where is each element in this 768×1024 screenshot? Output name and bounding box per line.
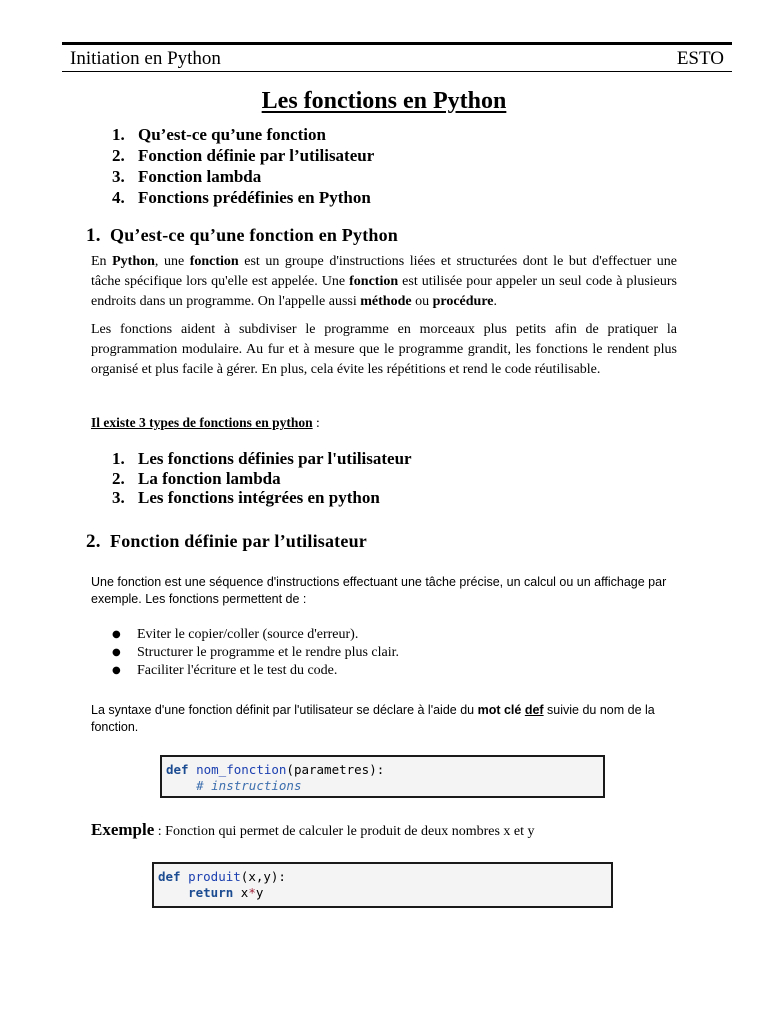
list-label: Structurer le programme et le rendre plus clair. (137, 645, 400, 660)
bullet-icon: ● (112, 665, 121, 676)
text-run-bold: procédure (432, 294, 494, 309)
section-2-paragraph-1: Une fonction est une séquence d'instructions effectuant une tâche précise, un calcul ou un affichage par exemple. Les fonctions permettent de : (91, 575, 667, 606)
section-1-paragraph-1 (91, 252, 677, 312)
text-run-bold: méthode (360, 294, 412, 309)
list-item (112, 488, 412, 508)
section-1-heading (86, 225, 398, 247)
toc-label: Qu’est-ce qu’une fonction (138, 125, 326, 144)
example-label: Exemple (91, 820, 155, 839)
text-run-bold: fonction (189, 254, 239, 269)
text-run: est utilisée pour appeler un seul code à plusieurs endroits dans un programme. On l'appelle aussi (91, 274, 677, 309)
toc-item (112, 145, 374, 166)
list-item (112, 449, 412, 469)
toc-number: 2. (112, 146, 125, 165)
text-run: . (493, 294, 497, 309)
code-keyword: def (158, 869, 181, 884)
list-item (112, 469, 412, 489)
text-run: est un groupe d'instructions liées et structurées dont le but d'effectuer une tâche spécifique lors qu'elle est appelée. Une (91, 254, 678, 289)
toc-number: 1. (112, 125, 125, 144)
code-variable: x (240, 885, 249, 900)
page-header (62, 42, 732, 72)
text-run: ou (411, 294, 433, 309)
section-number: 2. (86, 531, 101, 552)
syntax-paragraph (91, 702, 681, 736)
toc-item (112, 166, 374, 187)
section-number: 1. (86, 225, 101, 246)
toc-label: Fonction définie par l’utilisateur (138, 146, 375, 165)
list-number: 1. (112, 449, 125, 468)
text-run: , une (154, 254, 190, 269)
list-item (112, 644, 399, 662)
header-course-title: Initiation en Python (70, 48, 221, 69)
document-title-text: Les fonctions en Python (261, 88, 507, 114)
types-intro (91, 415, 320, 431)
document-title (0, 88, 768, 115)
code-block-example (152, 862, 613, 908)
example-text: : Fonction qui permet de calculer le produit de deux nombres x et y (154, 824, 535, 839)
types-intro-suffix: : (312, 415, 320, 430)
list-item (112, 626, 399, 644)
bullet-icon: ● (112, 647, 121, 658)
toc-number: 3. (112, 167, 125, 186)
toc-label: Fonctions prédéfinies en Python (138, 188, 371, 207)
section-1-paragraph-2: Les fonctions aident à subdiviser le programme en morceaux plus petits afin de pratiquer la programmation modulaire. Au fur et à mesure que le programme grandit, les fonctions le rendent plus organisé et plus facile à gérer. En plus, cela évite les répétitions et rend le code réutilisable. (91, 322, 677, 377)
text-run-bold: mot clé (477, 703, 525, 717)
example-caption (91, 820, 535, 840)
text-run: En (91, 254, 113, 269)
list-label: Eviter le copier/coller (source d'erreur). (137, 627, 359, 642)
text-run: La syntaxe d'une fonction définit par l'utilisateur se déclare à l'aide du (91, 703, 478, 717)
list-item (112, 662, 399, 680)
toc-label: Fonction lambda (138, 167, 262, 186)
keyword-def: def (524, 703, 544, 717)
code-comment: # instructions (196, 778, 302, 793)
section-heading-text: Qu’est-ce qu’une fonction en Python (110, 225, 399, 245)
code-keyword: def (166, 762, 189, 777)
code-args: (x,y): (240, 869, 286, 884)
code-function-name: produit (188, 869, 241, 884)
list-label: Les fonctions intégrées en python (138, 488, 380, 507)
toc-item (112, 124, 374, 145)
header-school: ESTO (676, 48, 724, 69)
code-function-name: nom_fonction (196, 762, 287, 777)
benefits-list (112, 626, 399, 680)
code-variable: y (255, 885, 264, 900)
list-label: La fonction lambda (138, 468, 281, 488)
text-run-bold: Python (112, 254, 155, 269)
section-2-heading (86, 531, 367, 553)
function-types-list (112, 449, 412, 508)
section-heading-text: Fonction définie par l’utilisateur (110, 531, 367, 551)
list-number: 3. (112, 488, 125, 507)
code-operator: * (248, 885, 256, 900)
toc-item (112, 187, 374, 208)
list-number: 2. (112, 468, 125, 488)
toc-number: 4. (112, 188, 125, 207)
table-of-contents (112, 124, 374, 208)
code-keyword-return: return (188, 885, 234, 900)
types-intro-title: Il existe 3 types de fonctions en python (91, 415, 313, 430)
list-label: Les fonctions définies par l'utilisateur (138, 449, 412, 468)
text-run-bold: fonction (349, 274, 399, 289)
bullet-icon: ● (112, 629, 121, 640)
text-run: suivie du nom de la fonction. (91, 703, 655, 734)
list-label: Faciliter l'écriture et le test du code. (137, 663, 338, 678)
code-block-syntax (160, 755, 605, 798)
code-args: (parametres): (286, 762, 385, 777)
